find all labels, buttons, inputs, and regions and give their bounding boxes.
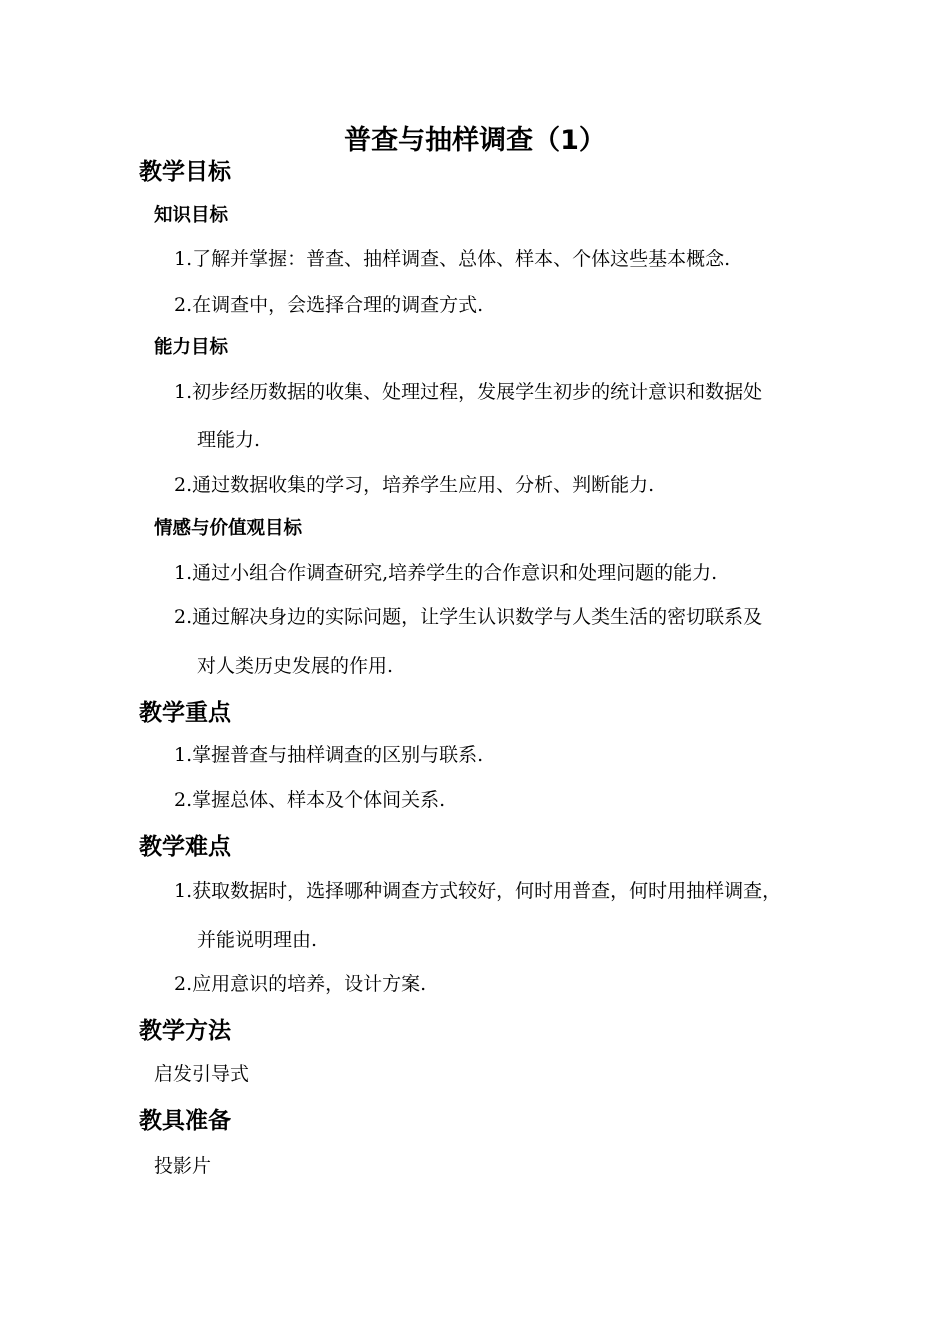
list-item: 1.获取数据时，选择哪种调查方式较好，何时用普查，何时用抽样调查，: [174, 880, 782, 902]
section-heading-key-points: 教学重点: [139, 700, 231, 726]
list-item: 2.应用意识的培养，设计方案.: [174, 973, 427, 995]
subheading-knowledge: 知识目标: [154, 205, 229, 226]
section-heading-method: 教学方法: [139, 1018, 231, 1044]
list-item: 1.初步经历数据的收集、处理过程，发展学生初步的统计意识和数据处: [174, 381, 763, 403]
list-item: 2.通过解决身边的实际问题，让学生认识数学与人类生活的密切联系及: [174, 606, 763, 628]
subheading-ability: 能力目标: [154, 337, 229, 358]
section-heading-tools: 教具准备: [139, 1108, 231, 1134]
list-item-continuation: 并能说明理由.: [197, 929, 318, 951]
list-item: 2.在调查中，会选择合理的调查方式.: [174, 294, 484, 316]
list-item: 1.掌握普查与抽样调查的区别与联系.: [174, 744, 484, 766]
subheading-emotion: 情感与价值观目标: [154, 518, 303, 539]
list-item: 2.通过数据收集的学习，培养学生应用、分析、判断能力.: [174, 474, 655, 496]
method-text: 启发引导式: [154, 1063, 250, 1085]
list-item: 1.了解并掌握：普查、抽样调查、总体、样本、个体这些基本概念.: [174, 248, 731, 270]
tools-text: 投影片: [154, 1155, 212, 1177]
section-heading-objectives: 教学目标: [139, 159, 231, 185]
section-heading-difficulties: 教学难点: [139, 834, 231, 860]
list-item-continuation: 理能力.: [197, 429, 261, 451]
list-item: 1.通过小组合作调查研究,培养学生的合作意识和处理问题的能力.: [174, 562, 718, 584]
list-item: 2.掌握总体、样本及个体间关系.: [174, 789, 446, 811]
document-title: 普查与抽样调查（1）: [344, 125, 606, 156]
list-item-continuation: 对人类历史发展的作用.: [197, 655, 394, 677]
